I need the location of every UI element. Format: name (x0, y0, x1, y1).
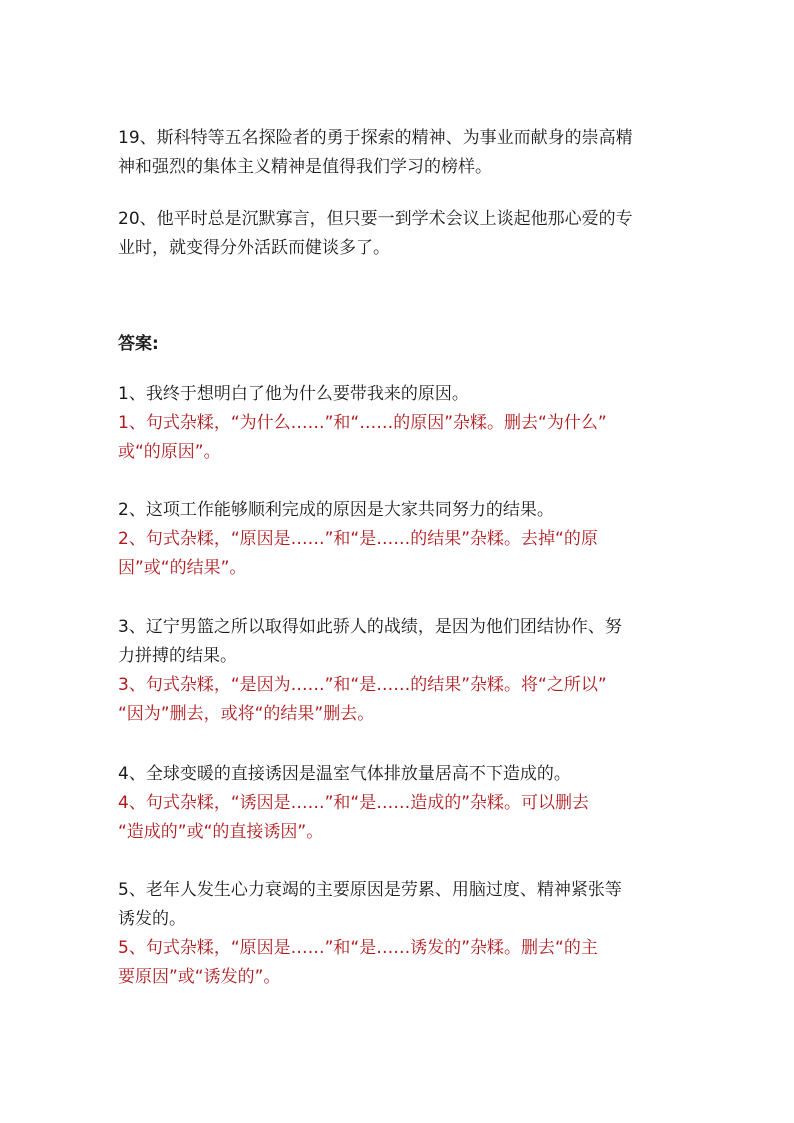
answer-block-4 (118, 760, 688, 847)
question-line: 4、全球变暖的直接诱因是温室气体排放量居高不下造成的。 (118, 764, 571, 784)
question-line: 力拼搏的结果。 (118, 646, 237, 666)
answer-block-1 (118, 380, 688, 467)
question-line: 3、辽宁男篮之所以取得如此骄人的战绩，是因为他们团结协作、努 (118, 617, 622, 637)
question-19 (118, 124, 688, 182)
question-line: 5、老年人发生心力衰竭的主要原因是劳累、用脑过度、精神紧张等 (118, 880, 622, 900)
text-line: 神和强烈的集体主义精神是值得我们学习的榜样。 (118, 157, 492, 177)
question-20 (118, 205, 688, 263)
answer-line: 4、句式杂糅，“诱因是……”和“是……造成的”杂糅。可以删去 (118, 793, 590, 813)
answer-line: “因为”删去，或将“的结果”删去。 (118, 704, 375, 724)
text-line: 业时，就变得分外活跃而健谈多了。 (118, 238, 390, 258)
answer-line: “造成的”或“的直接诱因”。 (118, 822, 324, 842)
answer-block-5 (118, 876, 688, 992)
answer-line: 3、句式杂糅，“是因为……”和“是……的结果”杂糅。将“之所以” (118, 675, 607, 695)
question-line: 2、这项工作能够顺利完成的原因是大家共同努力的结果。 (118, 500, 554, 520)
answer-line: 要原因”或“诱发的”。 (118, 967, 281, 987)
answer-block-2 (118, 496, 688, 583)
answer-line: 或“的原因”。 (118, 442, 221, 462)
answer-block-3 (118, 613, 688, 729)
answer-line: 5、句式杂糅，“原因是……”和“是……诱发的”杂糅。删去“的主 (118, 938, 598, 958)
answer-line: 2、句式杂糅，“原因是……”和“是……的结果”杂糅。去掉“的原 (118, 529, 598, 549)
question-line: 1、我终于想明白了他为什么要带我来的原因。 (118, 384, 469, 404)
answer-line: 1、句式杂糅，“为什么……”和“……的原因”杂糅。删去“为什么” (118, 413, 607, 433)
answers-heading: 答案: (118, 334, 159, 354)
text-line: 19、斯科特等五名探险者的勇于探索的精神、为事业而献身的崇高精 (118, 128, 633, 148)
answer-line: 因”或“的结果”。 (118, 558, 247, 578)
question-line: 诱发的。 (118, 909, 186, 929)
text-line: 20、他平时总是沉默寡言，但只要一到学术会议上谈起他那心爱的专 (118, 209, 633, 229)
